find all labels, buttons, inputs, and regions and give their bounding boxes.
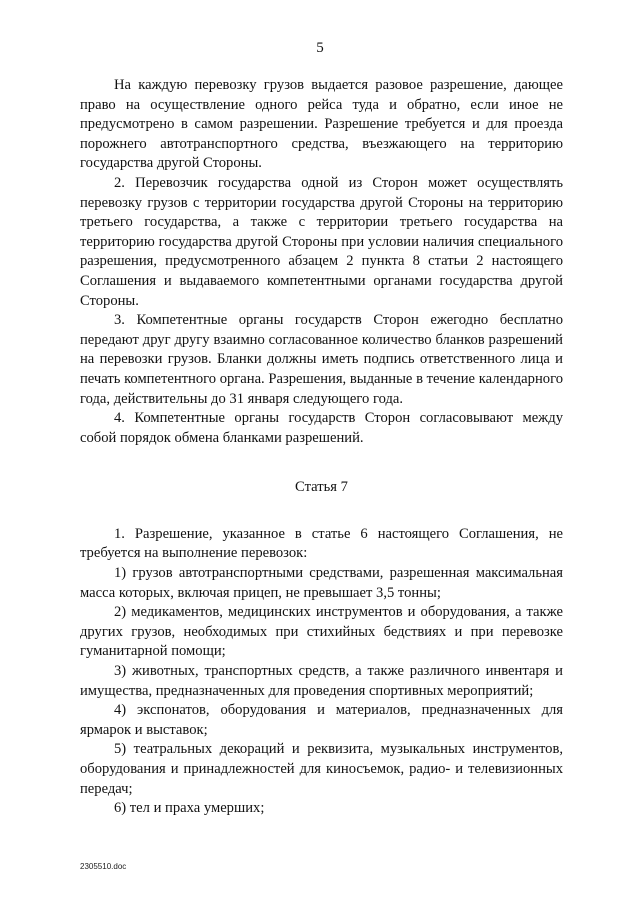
list-item: 4) экспонатов, оборудования и материалов, предназначенных для ярмарок и выставок; <box>80 702 563 738</box>
list-item: 3) животных, транспортных средств, а также различного инвентаря и имущества, предназначенных для проведения спортивных мероприятий; <box>80 663 563 699</box>
paragraph: На каждую перевозку грузов выдается разовое разрешение, дающее право на осуществление одного рейса туда и обратно, если иное не предусмотрено в самом разрешении. Разрешение требуется и для проезда порожнего автотранспортного средства, въезжающего на территорию государства другой Стороны. <box>80 77 563 172</box>
list-item: 2) медикаментов, медицинских инструментов и оборудования, а также других грузов, необходимых при стихийных бедствиях и при перевозке гуманитарной помощи; <box>80 604 563 660</box>
list-item: 6) тел и праха умерших; <box>114 800 265 817</box>
document-body <box>80 76 563 819</box>
list-item: 1) грузов автотранспортными средствами, разрешенная максимальная масса которых, включая прицеп, не превышает 3,5 тонны; <box>80 565 563 601</box>
paragraph: 3. Компетентные органы государств Сторон ежегодно бесплатно передают друг другу взаимно согласованное количество бланков разрешений на перевозки грузов. Бланки должны иметь подпись ответственного лица и печать компетентного органа. Разрешения, выданные в течение календарного года, действительны до 31 января следующего года. <box>80 312 563 407</box>
list-item: 5) театральных декораций и реквизита, музыкальных инструментов, оборудования и принадлежностей для киносъемок, радио- и телевизионных передач; <box>80 741 563 797</box>
paragraph: 1. Разрешение, указанное в статье 6 настоящего Соглашения, не требуется на выполнение перевозок: <box>80 525 563 562</box>
paragraph: 2. Перевозчик государства одной из Сторон может осуществлять перевозку грузов с территории государства другой Стороны на территорию третьего государства, а также с территории третьего государства на территорию государства другой Стороны при условии наличия специального разрешения, предусмотренного абзацем 2 пункта 8 статьи 2 настоящего Соглашения и выдаваемого компетентными органами государства другой Стороны. <box>80 174 563 309</box>
paragraph: 4. Компетентные органы государств Сторон согласовывают между собой порядок обмена бланками разрешений. <box>80 410 563 446</box>
article-title: Статья 7 <box>295 479 348 496</box>
file-name-footer: 2305510.doc <box>80 862 127 871</box>
page-number: 5 <box>316 40 324 56</box>
